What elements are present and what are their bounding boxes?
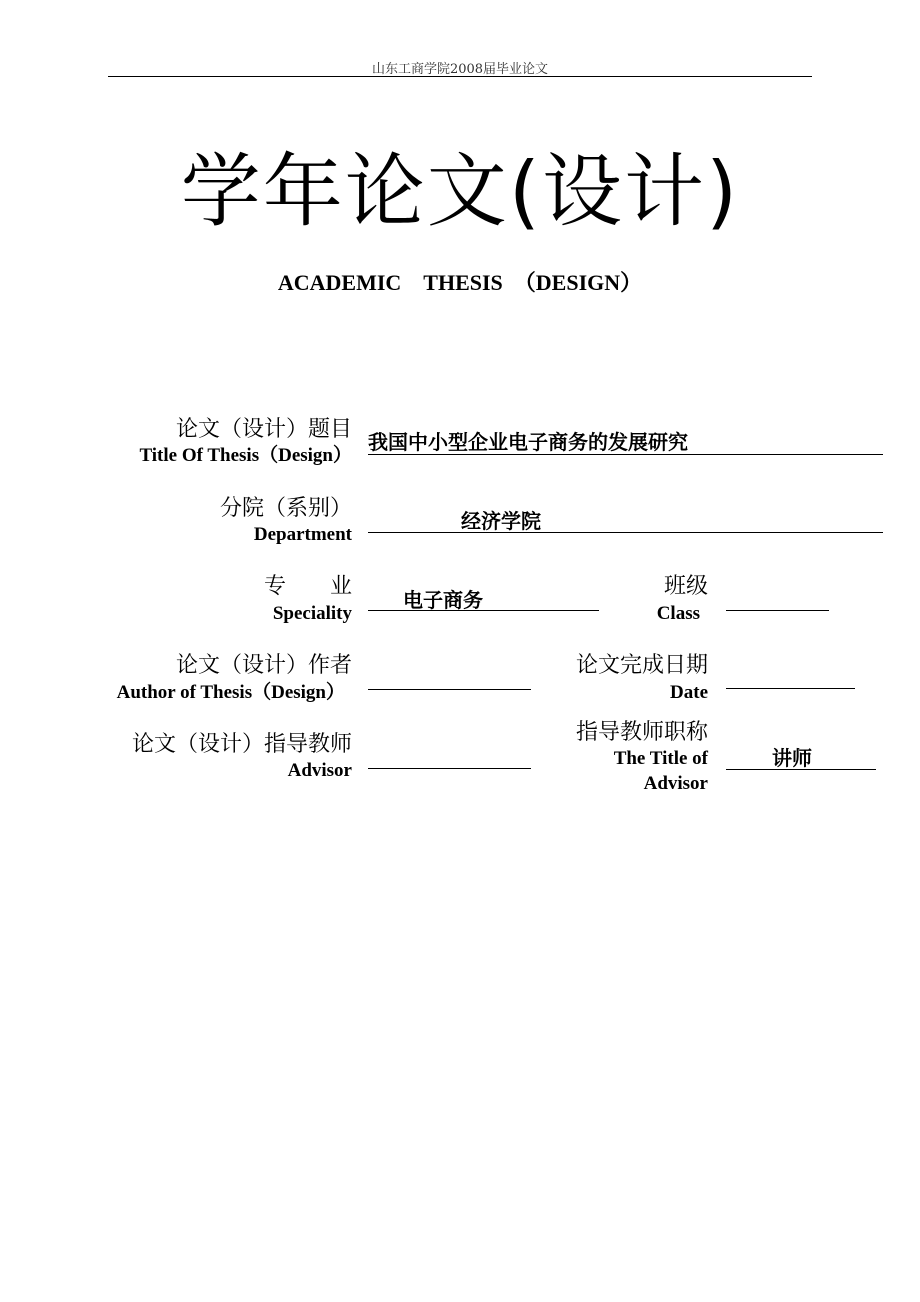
class-label-en: Class xyxy=(656,603,700,624)
department-value: 经济学院 xyxy=(461,509,541,533)
author-line xyxy=(368,689,531,690)
advisor-label-en: Advisor xyxy=(287,760,352,781)
department-label-en: Department xyxy=(253,524,352,545)
date-label-en: Date xyxy=(670,682,708,703)
speciality-label-cn: 专 业 xyxy=(263,574,352,599)
thesis-title-label-cn: 论文（设计）题目 xyxy=(175,417,352,442)
class-label-cn: 班级 xyxy=(663,574,708,599)
advisor-title-line xyxy=(726,769,876,770)
advisor-label-cn: 论文（设计）指导教师 xyxy=(131,732,352,757)
advisor-title-label-en-line2: Advisor xyxy=(643,773,708,794)
speciality-value: 电子商务 xyxy=(403,588,483,612)
advisor-title-value: 讲师 xyxy=(772,746,812,770)
class-line xyxy=(726,610,829,611)
advisor-title-label-en-line1: The Title of xyxy=(613,748,708,769)
page-header-text: 山东工商学院2008届毕业论文 xyxy=(371,62,549,77)
advisor-title-label-cn: 指导教师职称 xyxy=(575,720,708,745)
header-rule xyxy=(108,76,812,77)
speciality-label-en: Speciality xyxy=(272,603,352,624)
sub-title: ACADEMIC THESIS （DESIGN） xyxy=(277,270,643,295)
thesis-title-label-en: Title Of Thesis（Design） xyxy=(139,445,352,466)
author-label-en: Author of Thesis（Design） xyxy=(116,682,345,703)
department-label-cn: 分院（系别） xyxy=(219,496,352,521)
advisor-line xyxy=(368,768,531,769)
department-line xyxy=(368,532,883,533)
author-label-cn: 论文（设计）作者 xyxy=(175,653,352,678)
thesis-title-value: 我国中小型企业电子商务的发展研究 xyxy=(368,430,688,454)
date-line xyxy=(726,688,855,689)
speciality-line xyxy=(368,610,599,611)
date-label-cn: 论文完成日期 xyxy=(575,653,708,678)
thesis-title-line xyxy=(368,454,883,455)
main-title: 学年论文(设计) xyxy=(180,145,740,238)
